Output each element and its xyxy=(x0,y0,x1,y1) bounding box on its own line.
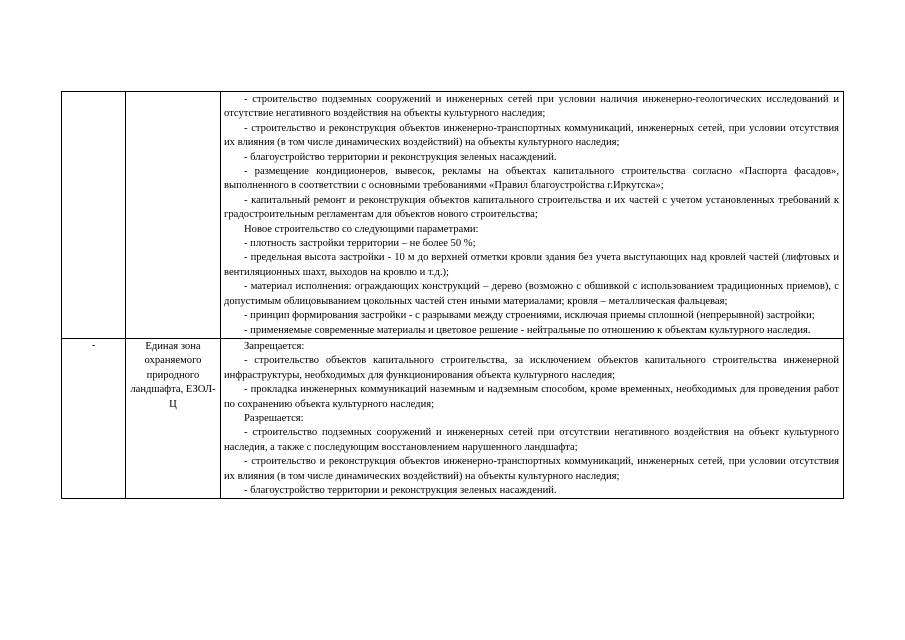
regulations-table xyxy=(61,91,844,499)
regulation-paragraph: - плотность застройки территории – не более 50 %; xyxy=(244,238,476,250)
regulation-text-cell xyxy=(221,92,844,339)
regulation-paragraph: - капитальный ремонт и реконструкция объектов капитального строительства и их частей с учетом установленных требований к градостроительным регламентам для объектов нового строительства; xyxy=(224,194,839,221)
table-row xyxy=(62,338,844,498)
zone-name-cell: Единая зона охраняемого природного ландшафта, ЕЗОЛ-Ц xyxy=(126,338,221,498)
zone-name-cell xyxy=(126,92,221,339)
regulation-paragraph: Запрещается: xyxy=(244,340,305,352)
regulation-paragraph: - строительство и реконструкция объектов инженерно-транспортных коммуникаций, инженерных сетей, при условии отсутствия их влияния (в том числе динамических воздействий) на объекты культурного наследия; xyxy=(224,122,839,149)
regulation-paragraph: - строительство подземных сооружений и инженерных сетей при условии наличия инженерно-геологических исследований и отсутствие негативного воздействия на объекты культурного наследия; xyxy=(224,94,839,120)
regulation-paragraph: - прокладка инженерных коммуникаций наземным и надземным способом, кроме временных, необходимых для проведения работ по сохранению объекта культурного наследия; xyxy=(224,384,839,410)
regulation-paragraph: - размещение кондиционеров, вывесок, рекламы на объектах капитального строительства согласно «Паспорта фасадов», выполненного в соответствии с основными требованиями «Правил благоустройства г.Иркутска»; xyxy=(224,166,839,192)
row-number-cell xyxy=(62,92,126,339)
regulation-paragraph: - строительство подземных сооружений и инженерных сетей при отсутствии негативного воздействия на объект культурного наследия, а также с последующим восстановлением нарушенного ландшафта; xyxy=(224,427,839,453)
table-row xyxy=(62,92,844,339)
regulation-paragraph: - благоустройство территории и реконструкция зеленых насаждений. xyxy=(244,484,557,496)
regulation-paragraph: - применяемые современные материалы и цветовое решение - нейтральные по отношению к объектам культурного наследия. xyxy=(244,324,811,336)
regulation-paragraph: Разрешается: xyxy=(244,412,304,424)
regulation-paragraph: - благоустройство территории и реконструкция зеленых насаждений. xyxy=(244,151,557,163)
regulation-paragraph: - строительство и реконструкция объектов инженерно-транспортных коммуникаций, инженерных сетей, при условии отсутствия их влияния (в том числе динамических воздействий) на объекты культурного наследия; xyxy=(224,456,839,482)
regulation-paragraph: - принцип формирования застройки - с разрывами между строениями, исключая приемы сплошной (непрерывной) застройки; xyxy=(244,310,815,322)
regulation-paragraph: - предельная высота застройки - 10 м до верхней отметки кровли здания без учета выступающих над кровлей частей (лифтовых и вентиляционных шахт, выходов на кровлю и т.д.); xyxy=(224,252,839,278)
row-number-cell: - xyxy=(62,338,126,498)
regulation-paragraph: - строительство объектов капитального строительства, за исключением объектов капитального строительства инженерной инфраструктуры, необходимых для функционирования объекта культурного наследия; xyxy=(224,355,839,381)
regulation-paragraph: Новое строительство со следующими параметрами: xyxy=(244,223,479,235)
regulation-text-cell xyxy=(221,338,844,498)
regulation-paragraph: - материал исполнения: ограждающих конструкций – дерево (возможно с обшивкой с использованием традиционных приемов), с допустимым облицовыванием цокольных частей стен иными материалами; кровля – металлическая фальцевая; xyxy=(224,281,839,307)
